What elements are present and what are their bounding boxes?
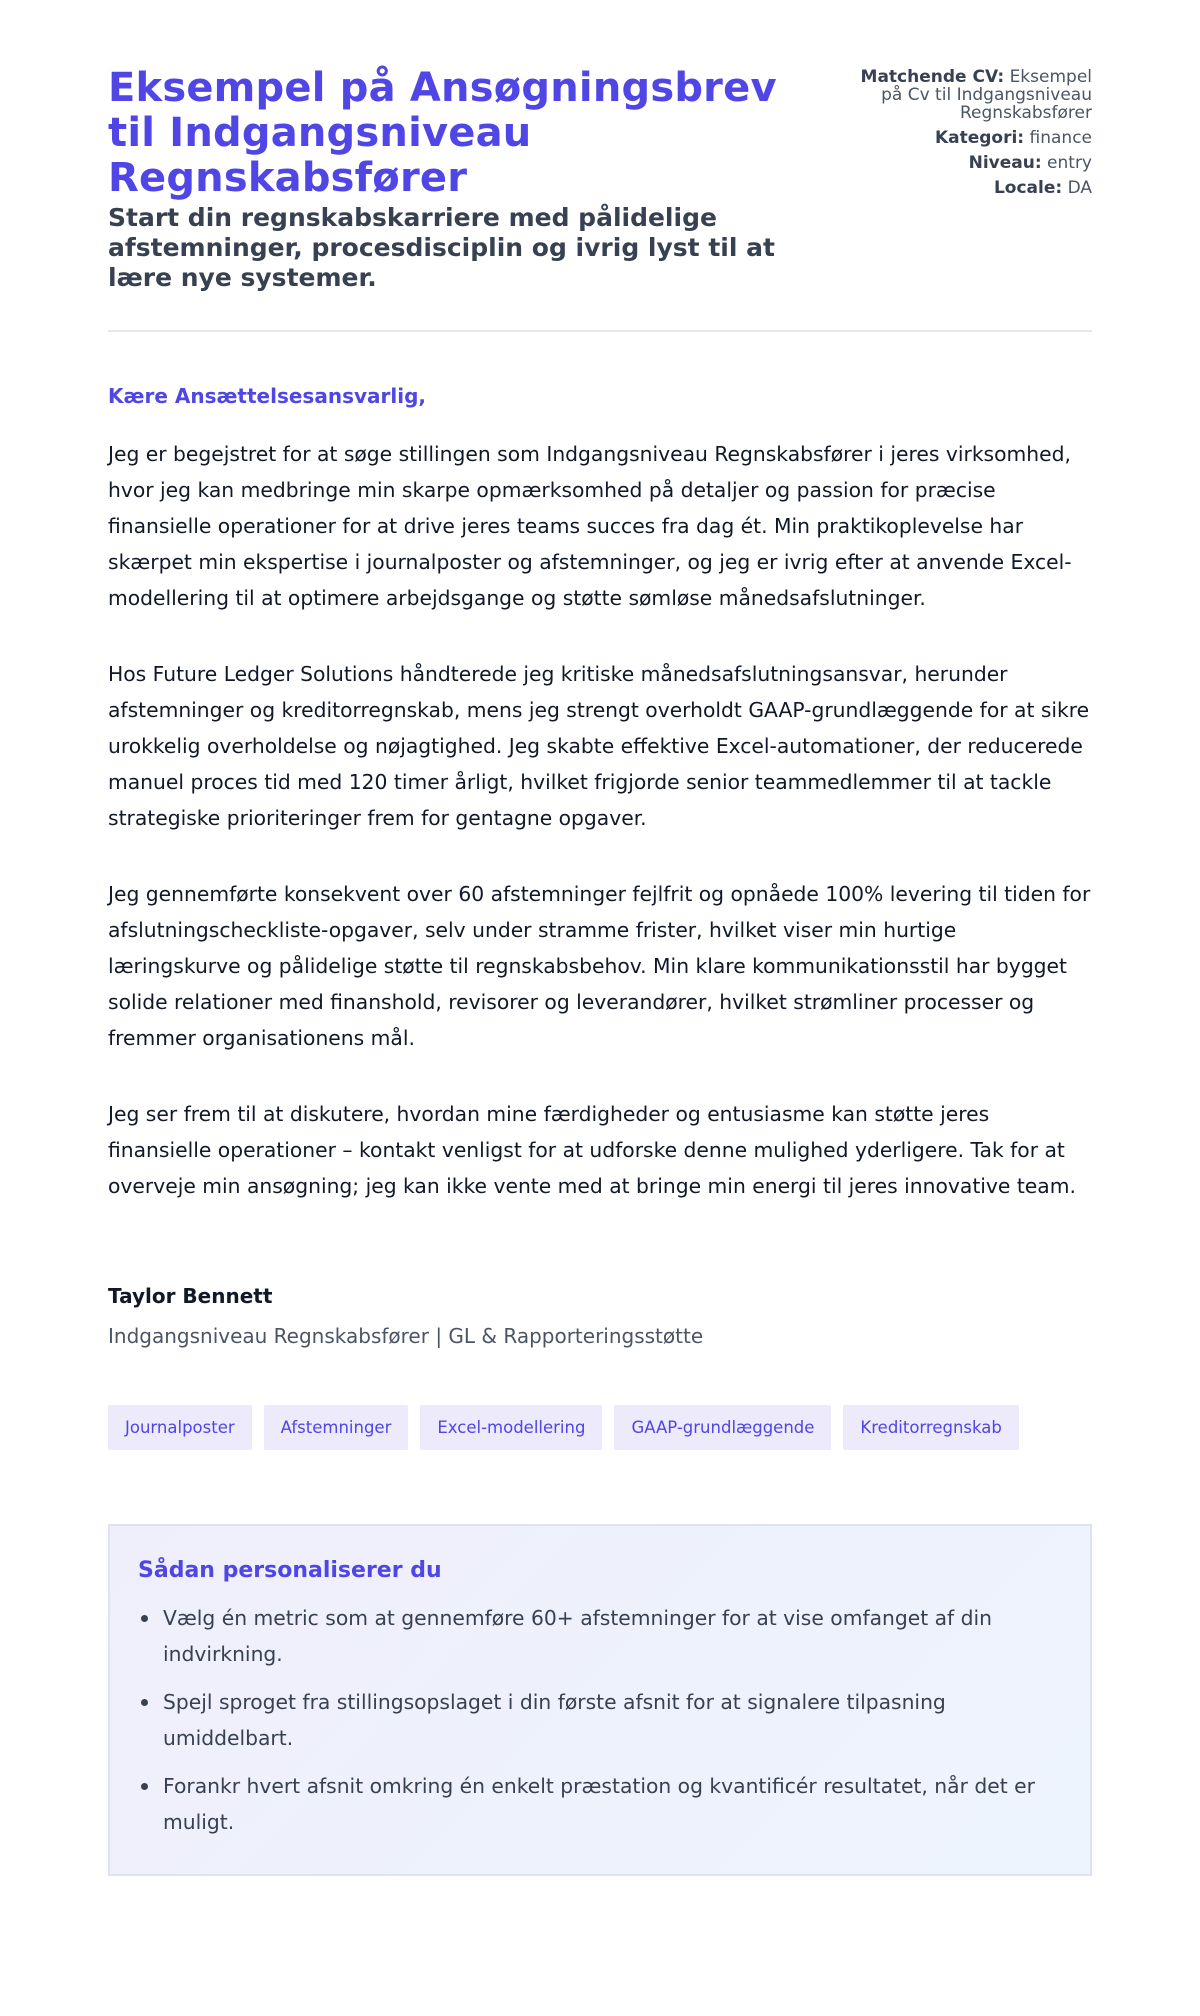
letter-paragraphs — [108, 436, 1092, 1204]
meta-panel — [842, 68, 1092, 204]
letter-paragraph: Hos Future Ledger Solutions håndterede jeg kritiske månedsafslutningsansvar, herunder afstemninger og kreditorregnskab, mens jeg strengt overholdt GAAP-grundlæggende for at sikre urokkelig overholdelse og nøjagtighed. Jeg skabte effektive Excel-automationer, der reducerede manuel proces tid med 120 timer årligt, hvilket frigjorde senior teammedlemmer til at tackle strategiske prioriteringer frem for gentagne opgaver. — [108, 662, 1090, 830]
meta-category — [842, 129, 1092, 147]
tip-text: Forankr hvert afsnit omkring én enkelt præstation og kvantificér resultatet, når det er muligt. — [163, 1774, 1035, 1834]
personalization-tips-box — [108, 1524, 1092, 1876]
letter-greeting: Kære Ansættelsesansvarlig, — [108, 384, 426, 408]
tip-text: Spejl sproget fra stillingsopslaget i din første afsnit for at signalere tilpasning umiddelbart. — [163, 1690, 946, 1750]
meta-category-value: finance — [1029, 128, 1092, 148]
tips-title: Sådan personaliserer du — [138, 1558, 442, 1583]
skill-tag-journalposter: Journalposter — [108, 1405, 252, 1450]
skill-tag-gaap-grundlaeggende: GAAP-grundlæggende — [614, 1405, 831, 1450]
bullet-icon — [141, 1615, 148, 1622]
skill-tag-kreditorregnskab: Kreditorregnskab — [843, 1405, 1018, 1450]
meta-level — [842, 154, 1092, 172]
meta-category-label: Kategori: — [934, 128, 1025, 148]
meta-matching-cv — [842, 68, 1092, 122]
skill-tag-excel-modellering: Excel-modellering — [420, 1405, 602, 1450]
signature-name: Taylor Bennett — [108, 1284, 273, 1308]
tip-item — [138, 1600, 1062, 1672]
letter-paragraph: Jeg ser frem til at diskutere, hvordan mine færdigheder og entusiasme kan støtte jeres finansielle operationer – kontakt venligst for at udforske denne mulighed yderligere. Tak for at overveje min ansøgning; jeg kan ikke vente med at bringe min energi til jeres innovative team. — [108, 1102, 1076, 1198]
tip-item — [138, 1768, 1062, 1840]
meta-level-label: Niveau: — [968, 153, 1042, 173]
meta-cv-value: Eksempel på Cv til Indgangsniveau Regnskabsfører — [881, 67, 1092, 123]
skill-tag-afstemninger: Afstemninger — [264, 1405, 409, 1450]
signature-block — [108, 1282, 1092, 1350]
tip-text: Vælg én metric som at gennemføre 60+ afstemninger for at vise omfanget af din indvirkning. — [163, 1606, 992, 1666]
signature-role: Indgangsniveau Regnskabsfører | GL & Rapporteringsstøtte — [108, 1324, 704, 1348]
meta-level-value: entry — [1047, 153, 1092, 173]
cover-letter-page — [108, 0, 1092, 1876]
meta-locale-label: Locale: — [993, 178, 1063, 198]
page-title: Eksempel på Ansøgningsbrev til Indgangsniveau Regnskabsfører — [108, 65, 777, 201]
letter-paragraph: Jeg gennemførte konsekvent over 60 afstemninger fejlfrit og opnåede 100% levering til tiden for afslutningscheckliste-opgaver, selv under stramme frister, hvilket viser min hurtige læringskurve og pålidelige støtte til regnskabsbehov. Min klare kommunikationsstil har bygget solide relationer med finanshold, revisorer og leverandører, hvilket strømliner processer og fremmer organisationens mål. — [108, 882, 1091, 1050]
meta-cv-label: Matchende CV: — [860, 67, 1005, 87]
bullet-icon — [141, 1699, 148, 1706]
bullet-icon — [141, 1783, 148, 1790]
page-subtitle: Start din regnskabskarriere med pålidelige afstemninger, procesdisciplin og ivrig lyst til at lære nye systemer. — [108, 203, 775, 292]
meta-locale-value: DA — [1067, 178, 1092, 198]
letter-paragraph: Jeg er begejstret for at søge stillingen som Indgangsniveau Regnskabsfører i jeres virksomhed, hvor jeg kan medbringe min skarpe opmærksomhed på detaljer og passion for præcise finansielle operationer for at drive jeres teams succes fra dag ét. Min praktikoplevelse har skærpet min ekspertise i journalposter og afstemninger, og jeg er ivrig efter at anvende Excel-modellering til at optimere arbejdsgange og støtte sømløse månedsafslutninger. — [108, 442, 1072, 610]
tip-item — [138, 1684, 1062, 1756]
meta-locale — [842, 179, 1092, 197]
page-header — [108, 0, 1092, 332]
tips-list — [138, 1600, 1062, 1840]
letter-body — [108, 382, 1092, 1204]
skill-tags — [108, 1405, 1092, 1450]
